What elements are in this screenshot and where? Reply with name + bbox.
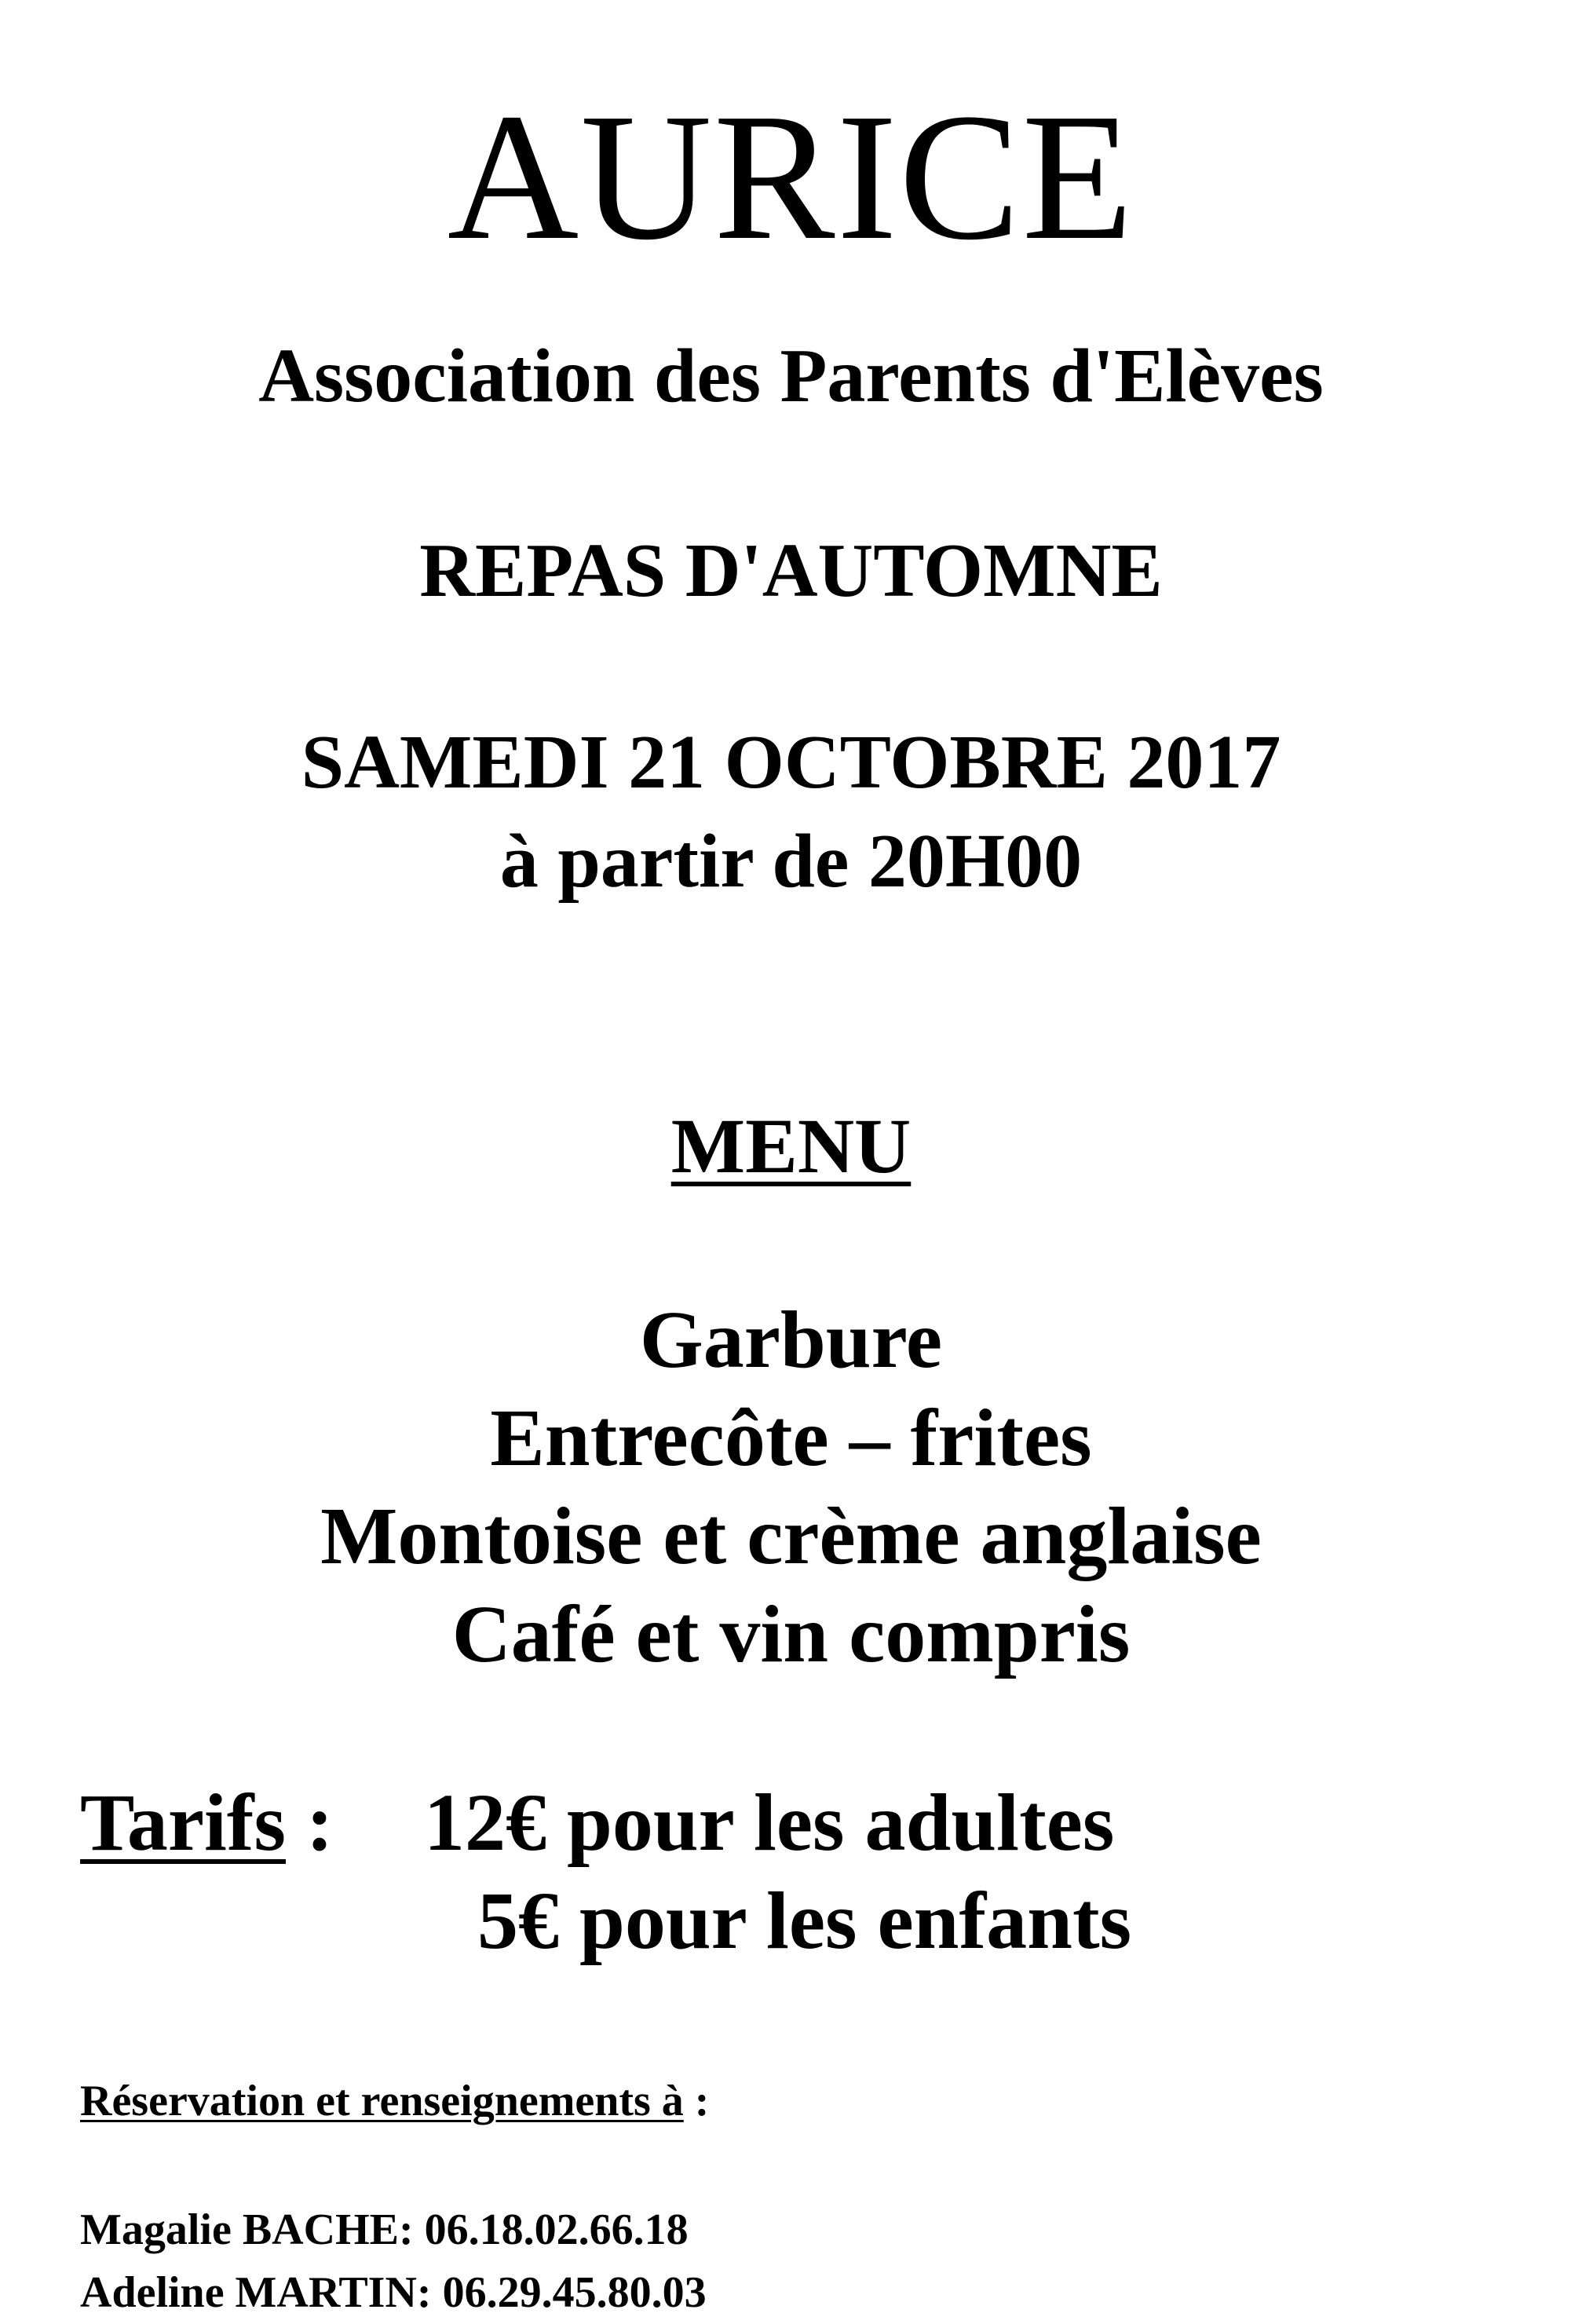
event-name: REPAS D'AUTOMNE <box>419 528 1163 613</box>
contact-line: Adeline MARTIN: 06.29.45.80.03 <box>80 2268 707 2317</box>
menu-item: Garbure <box>639 1295 943 1385</box>
reservation-label: Réservation et renseignements à <box>80 2077 684 2125</box>
menu-heading: MENU <box>670 1102 912 1189</box>
association-name: Association des Parents d'Elèves <box>258 334 1324 418</box>
tarif-adults: 12€ pour les adultes <box>424 1778 1115 1868</box>
tarif-children: 5€ pour les enfants <box>477 1876 1132 1966</box>
contact-line: Magalie BACHE: 06.18.02.66.18 <box>80 2205 689 2254</box>
event-time: à partir de 20H00 <box>499 819 1083 904</box>
event-date: SAMEDI 21 OCTOBRE 2017 <box>301 720 1281 805</box>
menu-item: Entrecôte – frites <box>490 1393 1092 1483</box>
tarifs-label <box>80 1778 334 1868</box>
page-title: AURICE <box>447 76 1135 278</box>
menu-item: Café et vin compris <box>451 1589 1131 1679</box>
reservation-heading <box>80 2079 709 2123</box>
tarifs-separator: : <box>285 1778 334 1868</box>
menu-item: Montoise et crème anglaise <box>320 1491 1262 1581</box>
tarifs-label-text: Tarifs <box>80 1778 286 1868</box>
reservation-separator: : <box>683 2077 710 2125</box>
